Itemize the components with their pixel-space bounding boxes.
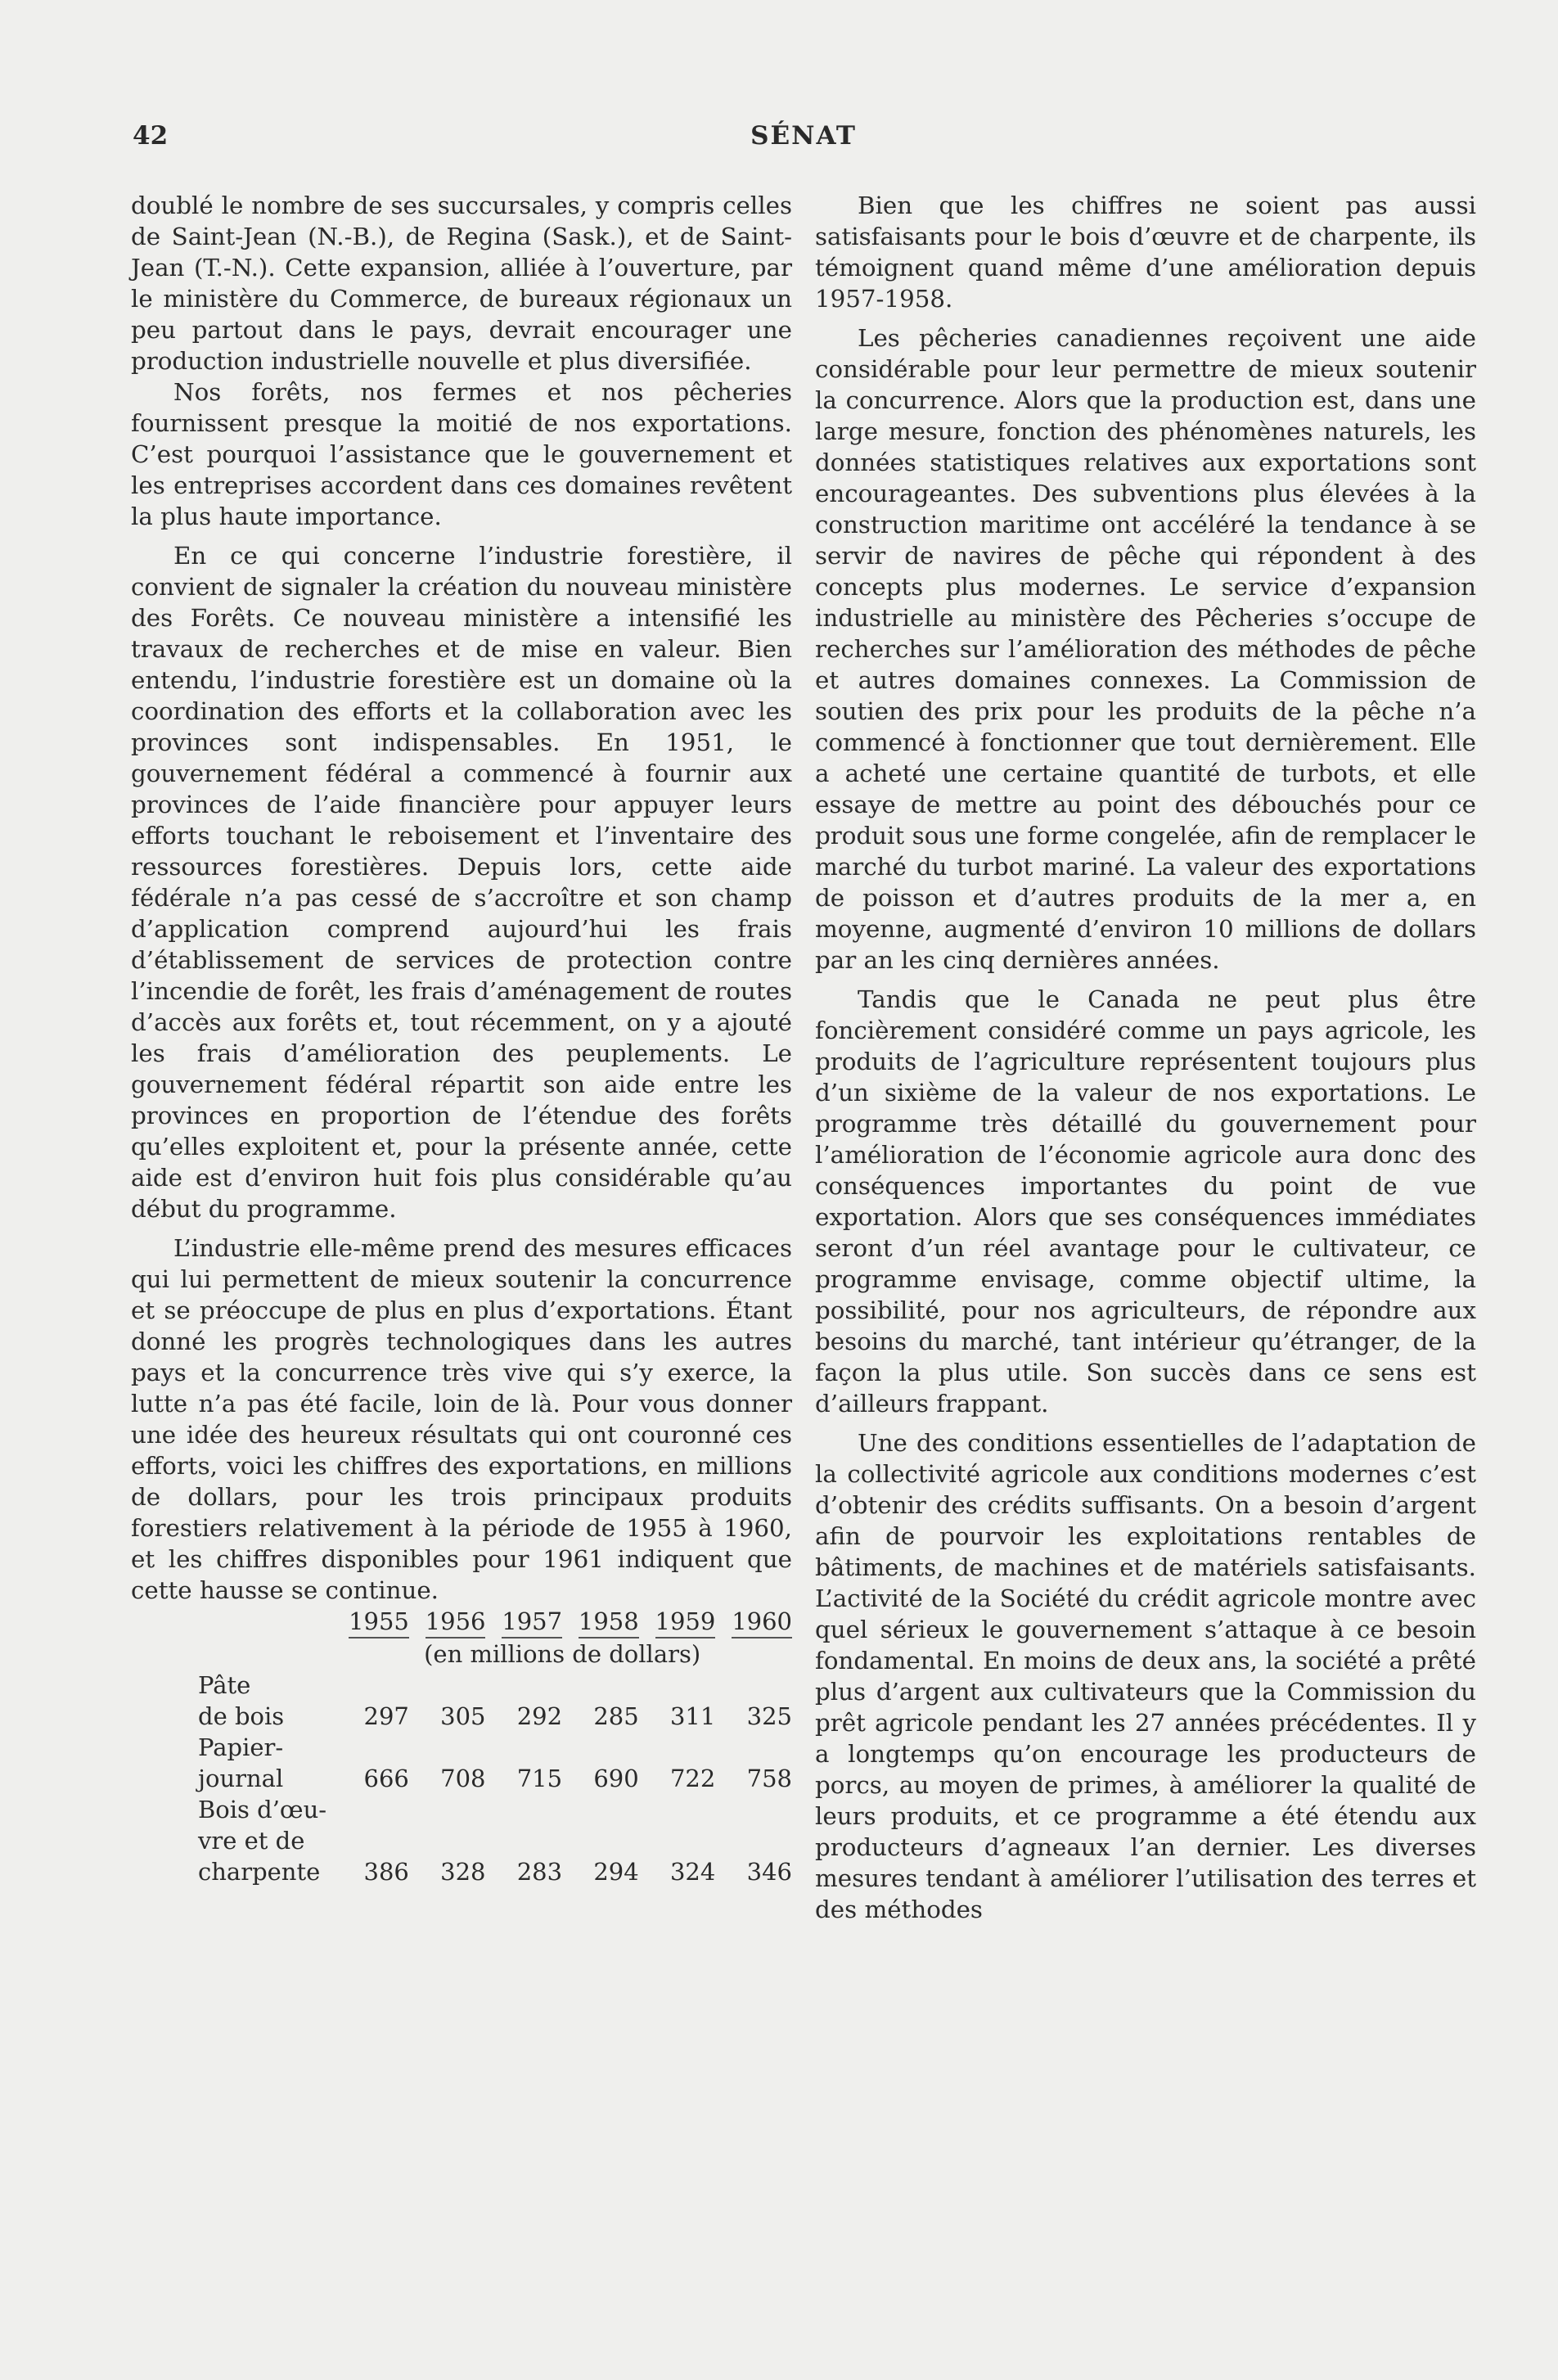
paragraph: Une des conditions essentielles de l’adaptation de la collectivité agricole aux conditions modernes c’est d’obtenir des crédits suffisants. On a besoin d’argent afin de pourvoir les exploitations rentables de bâtiments, de machines et de matériels satisfaisants. L’activité de la Société du crédit agricole montre avec quel sérieux le gouvernement s’attaque à ce besoin fondamental. En moins de deux ans, la société a prêté plus d’argent aux cultivateurs que la Commission du prêt agricole pendant les 27 années précédentes. Il y a longtemps qu’on encourage les producteurs de porcs, au moyen de primes, à améliorer la qualité de leurs produits, et ce programme a été étendu aux producteurs d’agneaux l’an dernier. Les diverses mesures tendant à améliorer l’utilisation des terres et des méthodes <box>815 1429 1476 1923</box>
table-row <box>131 1732 792 1794</box>
table-cell: 722 <box>669 1765 716 1792</box>
table-cell: 346 <box>746 1858 792 1886</box>
row-label: Pâte de bois <box>198 1671 285 1730</box>
year-header: 1960 <box>732 1606 792 1639</box>
unit-label: (en millions de dollars) <box>424 1640 701 1668</box>
table-cell: 311 <box>669 1702 716 1730</box>
paragraph: Les pêcheries canadiennes reçoivent une aide considérable pour leur permettre de mieux soutenir la concurrence. Alors que la production est, dans une large mesure, fonction des phénomènes naturels, les données statistiques relatives aux exportations sont encourageantes. Des subventions plus élevées à la construction maritime ont accéléré la tendance à se servir de navires de pêche qui répondent à des concepts plus modernes. Le service d’expansion industrielle au ministère des Pêcheries s’occupe de recherches sur l’amélioration des méthodes de pêche et autres domaines connexes. La Commission de soutien des prix pour les produits de la pêche n’a commencé à fonctionner que tout dernièrement. Elle a acheté une certaine quantité de turbots, et elle essaye de mettre au point des débouchés pour ce produit sous une forme congelée, afin de remplacer le marché du turbot mariné. La valeur des exportations de poisson et d’autres produits de la mer a, en moyenne, augmenté d’environ 10 millions de dollars par an les cinq dernières années. <box>815 324 1476 974</box>
table-cell: 690 <box>593 1765 639 1792</box>
table-cell: 325 <box>746 1702 792 1730</box>
paragraph: Bien que les chiffres ne soient pas aussi satisfaisants pour le bois d’œuvre et de charpente, ils témoignent quand même d’une amélioration depuis 1957-1958. <box>815 192 1476 313</box>
paragraph: Tandis que le Canada ne peut plus être foncièrement considéré comme un pays agricole, les produits de l’agriculture représentent toujours plus d’un sixième de la valeur de nos exportations. Le programme très détaillé du gouvernement pour l’amélioration de l’économie agricole aura donc des conséquences importantes du point de vue exportation. Alors que ses conséquences immédiates seront d’un réel avantage pour le cultivateur, ce programme envisage, comme objectif ultime, la possibilité, pour nos agriculteurs, de répondre aux besoins du marché, tant intérieur qu’étranger, de la façon la plus utile. Son succès dans ce sens est d’ailleurs frappant. <box>815 985 1476 1418</box>
unit-row <box>131 1639 792 1670</box>
table-cell: 285 <box>593 1702 639 1730</box>
year-header: 1958 <box>579 1606 639 1639</box>
row-label: Papier- journal <box>198 1733 284 1792</box>
table-cell: 386 <box>363 1858 409 1886</box>
page-number: 42 <box>133 121 169 151</box>
right-column <box>815 190 1476 1925</box>
table-cell: 324 <box>669 1858 716 1886</box>
table-cell: 708 <box>440 1765 486 1792</box>
paragraph: En ce qui concerne l’industrie forestière, il convient de signaler la création du nouveau ministère des Forêts. Ce nouveau ministère a intensifié les travaux de recherches et de mise en valeur. Bien entendu, l’industrie forestière est un domaine où la coordination des efforts et la collaboration avec les provinces sont indispensables. En 1951, le gouvernement fédéral a commencé à fournir aux provinces de l’aide financière pour appuyer leurs efforts touchant le reboisement et l’inventaire des ressources forestières. Depuis lors, cette aide fédérale n’a pas cessé de s’accroître et son champ d’application comprend aujourd’hui les frais d’établissement de services de protection contre l’incendie de forêt, les frais d’aménagement de routes d’accès aux forêts et, tout récemment, on y a ajouté les frais d’amélioration des peuplements. Le gouvernement fédéral répartit son aide entre les provinces en proportion de l’étendue des forêts qu’elles exploitent et, pour la présente année, cette aide est d’environ huit fois plus considérable qu’au début du programme. <box>131 542 792 1223</box>
export-table <box>131 1606 792 1887</box>
paragraph: doublé le nombre de ses succursales, y compris celles de Saint-Jean (N.-B.), de Regina (Sask.), et de Saint-Jean (T.-N.). Cette expansion, alliée à l’ouverture, par le ministère du Commerce, de bureaux régionaux un peu partout dans le pays, devrait encourager une production industrielle nouvelle et plus diversifiée. <box>131 192 792 375</box>
year-header: 1956 <box>426 1606 486 1639</box>
year-header: 1955 <box>349 1606 409 1639</box>
table-row <box>131 1794 792 1887</box>
row-label: Bois d’œu- vre et de charpente <box>198 1796 327 1886</box>
table-cell: 666 <box>363 1765 409 1792</box>
paragraph: L’industrie elle-même prend des mesures efficaces qui lui permettent de mieux soutenir la concurrence et se préoccupe de plus en plus d’exportations. Étant donné les progrès technologiques dans les autres pays et la concurrence très vive qui s’y exerce, la lutte n’a pas été facile, loin de là. Pour vous donner une idée des heureux résultats qui ont couronné ces efforts, voici les chiffres des exportations, en millions de dollars, pour les trois principaux produits forestiers relativement à la période de 1955 à 1960, et les chiffres disponibles pour 1961 indiquent que cette hausse se continue. <box>131 1234 792 1604</box>
table-cell: 292 <box>516 1702 563 1730</box>
table-cell: 328 <box>440 1858 486 1886</box>
table-cell: 283 <box>516 1858 563 1886</box>
table-cell: 294 <box>593 1858 639 1886</box>
year-header: 1957 <box>502 1606 562 1639</box>
paragraph: Nos forêts, nos fermes et nos pêcheries fournissent presque la moitié de nos exportations. C’est pourquoi l’assistance que le gouvernement et les entreprises accordent dans ces domaines revêtent la plus haute importance. <box>131 378 792 530</box>
page-header <box>131 121 1476 162</box>
left-column <box>131 190 792 1887</box>
table-cell: 715 <box>516 1765 563 1792</box>
running-title: SÉNAT <box>750 121 857 151</box>
table-cell: 758 <box>746 1765 792 1792</box>
table-row <box>131 1670 792 1732</box>
table-header-row <box>131 1606 792 1639</box>
table-cell: 305 <box>440 1702 486 1730</box>
table-cell: 297 <box>363 1702 409 1730</box>
year-header: 1959 <box>655 1606 716 1639</box>
